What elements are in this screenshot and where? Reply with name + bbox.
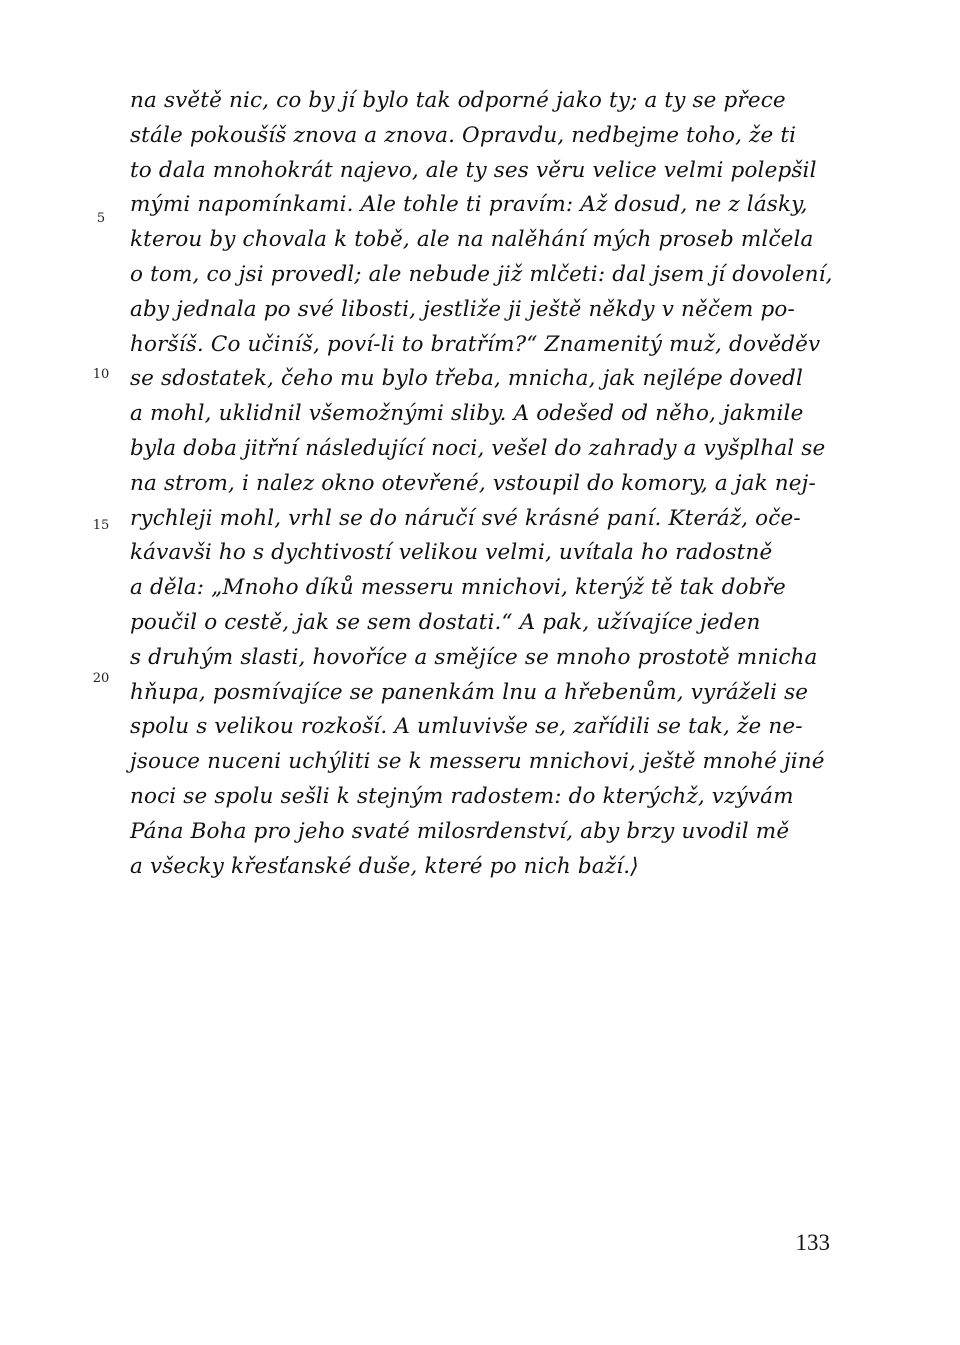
line-number: 20 [92,671,110,686]
line-number: 10 [92,367,110,382]
text-line: na světě nic, co by jí bylo tak odporné jako ty; a ty se přece [130,88,786,113]
page-number: 133 [795,1230,830,1255]
text-line: horšíš. Co učiníš, poví-li to bratřím?“ Znamenitý muž, dověděv [130,331,821,357]
text-line: se sdostatek, čeho mu bylo třeba, mnicha, jak nejlépe dovedl [130,366,804,392]
text-line: poučil o cestě, jak se sem dostati.“ A pak, užívajíce jeden [130,609,761,635]
text-line: hňupa, posmívajíce se panenkám lnu a hřebenům, vyráželi se [130,679,809,705]
text-line: rychleji mohl, vrhl se do náručí své krásné paní. Kteráž, oče- [130,505,801,531]
text-line: a děla: „Mnoho díků messeru mnichovi, kterýž tě tak dobře [130,575,786,601]
text-line: aby jednala po své libosti, jestliže ji ještě někdy v něčem po- [130,296,795,322]
text-line: stále pokoušíš znova a znova. Opravdu, nedbejme toho, že ti [130,122,797,148]
text-line: spolu s velikou rozkoší. A umluvivše se, zařídili se tak, že ne- [130,714,803,740]
text-line: o tom, co jsi provedl; ale nebude již mlčeti: dal jsem jí dovolení, [130,261,833,287]
text-line: mými napomínkami. Ale tohle ti pravím: Až dosud, ne z lásky, [130,192,808,218]
text-line: byla doba jitřní následující noci, vešel do zahrady a vyšplhal se [130,435,826,461]
text-line: jsouce nuceni uchýliti se k messeru mnichovi, ještě mnohé jiné [130,749,825,775]
text-line: na strom, i nalez okno otevřené, vstoupil do komory, a jak nej- [130,470,816,496]
body-text [130,84,833,884]
text-line: a všecky křesťanské duše, které po nich baží.⟩ [130,853,639,879]
text-line: kávavši ho s dychtivostí velikou velmi, uvítala ho radostně [130,540,773,566]
line-number: 5 [96,211,106,226]
text-line: kterou by chovala k tobě, ale na nalěhání mých proseb mlčela [130,227,814,253]
line-number: 15 [92,518,110,533]
text-line: noci se spolu sešli k stejným radostem: do kterýchž, vzývám [130,783,794,809]
text-line: to dala mnohokrát najevo, ale ty ses věru velice velmi polepšil [130,157,817,183]
text-line: Pána Boha pro jeho svaté milosrdenství, aby brzy uvodil mě [130,818,790,844]
text-line: a mohl, uklidnil všemožnými sliby. A odešed od něho, jakmile [130,401,804,427]
text-line: s druhým slasti, hovoříce a smějíce se mnoho prostotě mnicha [130,644,818,670]
